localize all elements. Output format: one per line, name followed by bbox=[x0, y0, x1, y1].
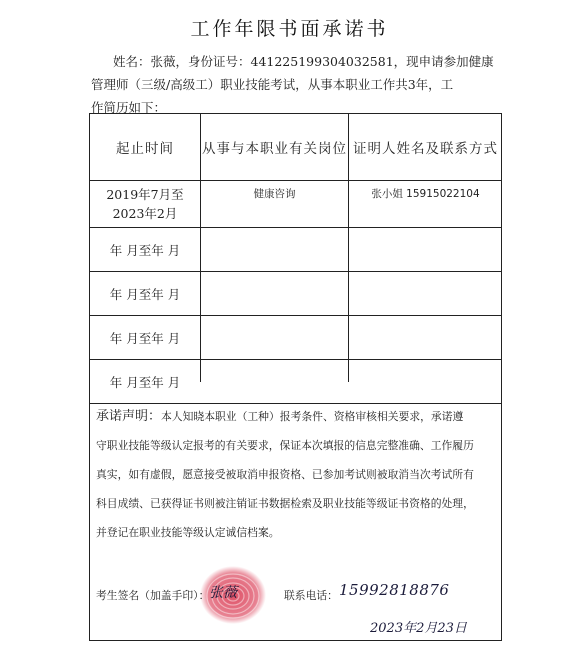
table-row-period: 年 月至年 月 bbox=[109, 286, 181, 302]
period-end: 2023年2月 bbox=[112, 206, 178, 221]
pledge-line-1: 本人知晓本职业（工种）报考条件、资格审核相关要求，承诺遵 bbox=[161, 410, 464, 423]
handwritten-signature: 张薇 bbox=[209, 585, 237, 601]
table-row-period: 年 月至年 月 bbox=[109, 374, 181, 390]
table-row-reference bbox=[349, 360, 502, 403]
table-row-position: 健康咨询 bbox=[253, 188, 296, 200]
table-row-position bbox=[201, 228, 348, 271]
pledge-line-3: 真实，如有虚假，愿意接受被取消申报资格、已参加考试则被取消当次考试所有 bbox=[96, 468, 474, 481]
pledge-lead: 承诺声明： bbox=[96, 409, 162, 424]
table-row-reference bbox=[349, 272, 502, 315]
header-reference: 证明人姓名及联系方式 bbox=[353, 141, 498, 157]
signature-label: 考生签名（加盖手印）： bbox=[96, 589, 210, 602]
intro-paragraph bbox=[91, 50, 501, 119]
table-row-period: 年 月至年 月 bbox=[109, 330, 181, 346]
pledge-line-4: 科目成绩、已获得证书则被注销证书数据检索及职业技能等级证书资格的处理， bbox=[96, 497, 474, 510]
pledge-line-5: 并登记在职业技能等级认定诚信档案。 bbox=[96, 526, 280, 539]
document-title: 工作年限书面承诺书 bbox=[190, 18, 389, 40]
table-row-reference: 张小姐 15915022104 bbox=[371, 188, 480, 200]
table-row-period: 年 月至年 月 bbox=[109, 242, 181, 258]
work-history-form bbox=[89, 113, 502, 641]
period-start: 2019年7月至 bbox=[106, 187, 184, 202]
table-row-position bbox=[201, 360, 348, 403]
pledge-line-2: 守职业技能等级认定报考的有关要求，保证本次填报的信息完整准确、工作履历 bbox=[96, 439, 474, 452]
table-row-period bbox=[90, 181, 200, 227]
intro-line-2: 管理师（三级/高级工）职业技能考试，从事本职业工作共3年，工 bbox=[91, 77, 454, 92]
table-row-position bbox=[201, 316, 348, 359]
pledge-statement bbox=[96, 402, 496, 547]
intro-line-3: 作简历如下： bbox=[91, 100, 167, 115]
phone-label: 联系电话： bbox=[284, 589, 338, 602]
table-row-reference bbox=[349, 316, 502, 359]
table-row-position bbox=[201, 272, 348, 315]
signature-row bbox=[96, 581, 496, 606]
table-row-reference bbox=[349, 228, 502, 271]
header-position: 从事与本职业有关岗位 bbox=[202, 141, 347, 157]
handwritten-phone: 15992818876 bbox=[339, 581, 450, 599]
header-period: 起止时间 bbox=[116, 141, 174, 157]
handwritten-date: 2023年2月23日 bbox=[370, 621, 467, 636]
intro-line-1: 姓名：张薇，身份证号：441225199304032581，现申请参加健康 bbox=[113, 54, 494, 69]
